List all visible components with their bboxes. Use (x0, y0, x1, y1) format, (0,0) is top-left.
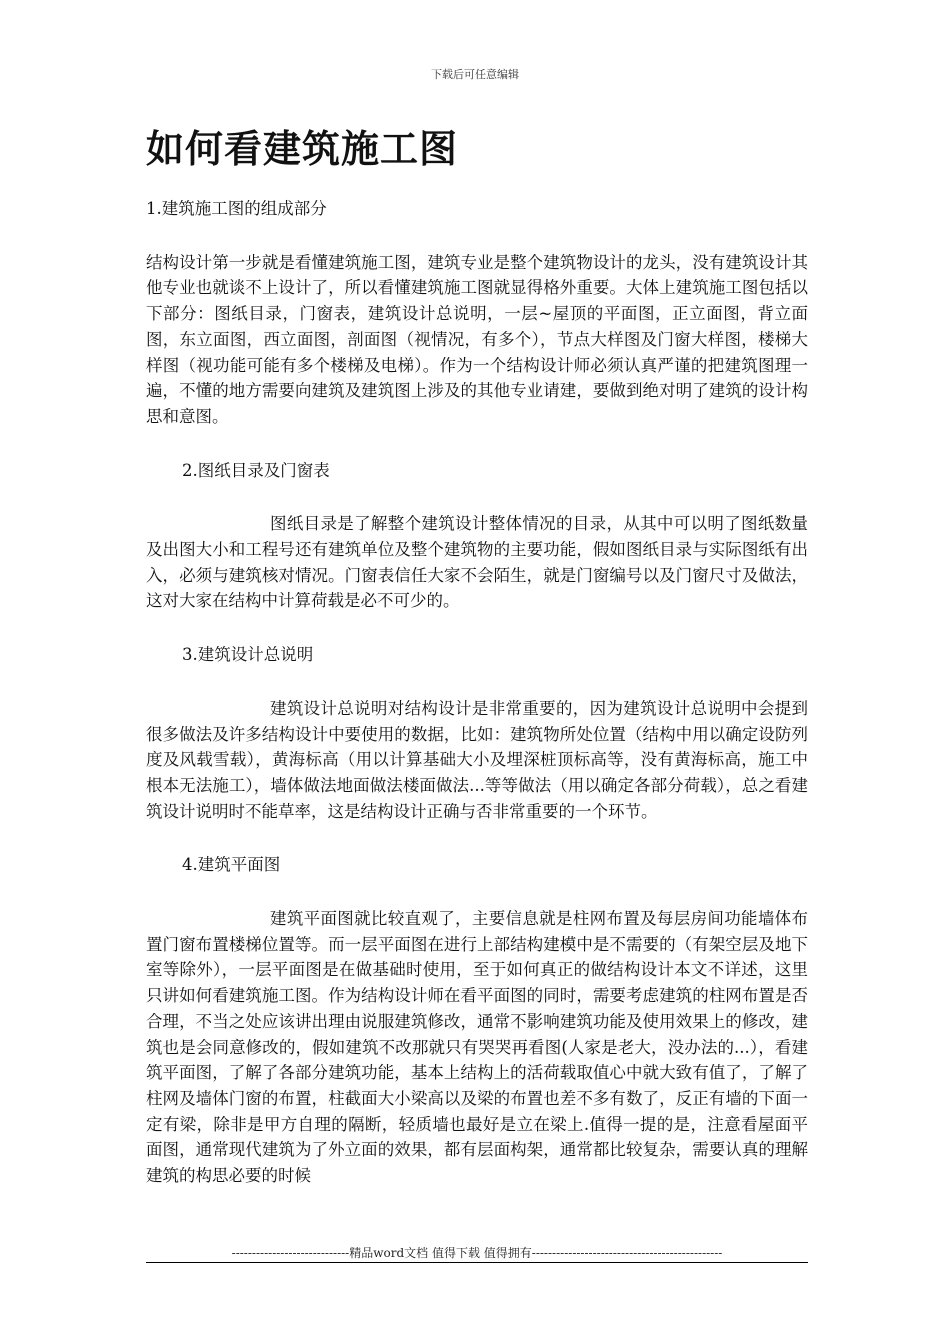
section-heading-4: 4.建筑平面图 (182, 855, 281, 875)
section-body-1: 结构设计第一步就是看懂建筑施工图，建筑专业是整个建筑物设计的龙头，没有建筑设计其他专业也就谈不上设计了，所以看懂建筑施工图就显得格外重要。大体上建筑施工图包括以下部分：图纸目录，门窗表，建筑设计总说明，一层~屋顶的平面图，正立面图，背立面图，东立面图，西立面图，剖面图（视情况，有多个），节点大样图及门窗大样图，楼梯大样图（视功能可能有多个楼梯及电梯）。作为一个结构设计师必须认真严谨的把建筑图理一遍，不懂的地方需要向建筑及建筑图上涉及的其他专业请建，要做到绝对明了建筑的设计构思和意图。 (146, 252, 808, 426)
section-heading-2: 2.图纸目录及门窗表 (182, 460, 330, 480)
document-body (146, 196, 808, 1217)
section-body-3: 建筑设计总说明对结构设计是非常重要的，因为建筑设计总说明中会提到很多做法及许多结构设计中要使用的数据，比如：建筑物所处位置（结构中用以确定设防列度及风载雪载），黄海标高（用以计算基础大小及埋深桩顶标高等，没有黄海标高，施工中根本无法施工），墙体做法地面做法楼面做法...等等做法（用以确定各部分荷载），总之看建筑设计说明时不能草率，这是结构设计正确与否非常重要的一个环节。 (146, 698, 808, 821)
section-heading-1: 1.建筑施工图的组成部分 (146, 199, 327, 218)
document-title: 如何看建筑施工图 (146, 126, 459, 171)
footer-text: -----------------------------精品word文档 值得下载 值得拥有----------------------------------------------- (231, 1246, 723, 1260)
section-body-2: 图纸目录是了解整个建筑设计整体情况的目录，从其中可以明了图纸数量及出图大小和工程号还有建筑单位及整个建筑物的主要功能，假如图纸目录与实际图纸有出入，必须与建筑核对情况。门窗表信任大家不会陌生，就是门窗编号以及门窗尺寸及做法，这对大家在结构中计算荷载是必不可少的。 (146, 514, 808, 611)
section-heading-3: 3.建筑设计总说明 (182, 645, 314, 665)
header-note: 下载后可任意编辑 (431, 68, 519, 81)
section-body-4: 建筑平面图就比较直观了，主要信息就是柱网布置及每层房间功能墙体布置门窗布置楼梯位置等。而一层平面图在进行上部结构建模中是不需要的（有架空层及地下室等除外），一层平面图是在做基础时使用，至于如何真正的做结构设计本文不详述，这里只讲如何看建筑施工图。作为结构设计师在看平面图的同时，需要考虑建筑的柱网布置是否合理，不当之处应该讲出理由说服建筑修改，通常不影响建筑功能及使用效果上的修改，建筑也是会同意修改的，假如建筑不改那就只有哭哭再看图(人家是老大，没办法的...），看建筑平面图，了解了各部分建筑功能，基本上结构上的活荷载取值心中就大致有值了，了解了柱网及墙体门窗的布置，柱截面大小梁高以及梁的布置也差不多有数了，反正有墙的下面一定有梁，除非是甲方自理的隔断，轻质墙也最好是立在梁上.值得一提的是，注意看屋面平面图，通常现代建筑为了外立面的效果，都有层面构架，通常都比较复杂，需要认真的理解建筑的构思必要的时候 (146, 909, 808, 1186)
footer-rule (146, 1262, 808, 1263)
